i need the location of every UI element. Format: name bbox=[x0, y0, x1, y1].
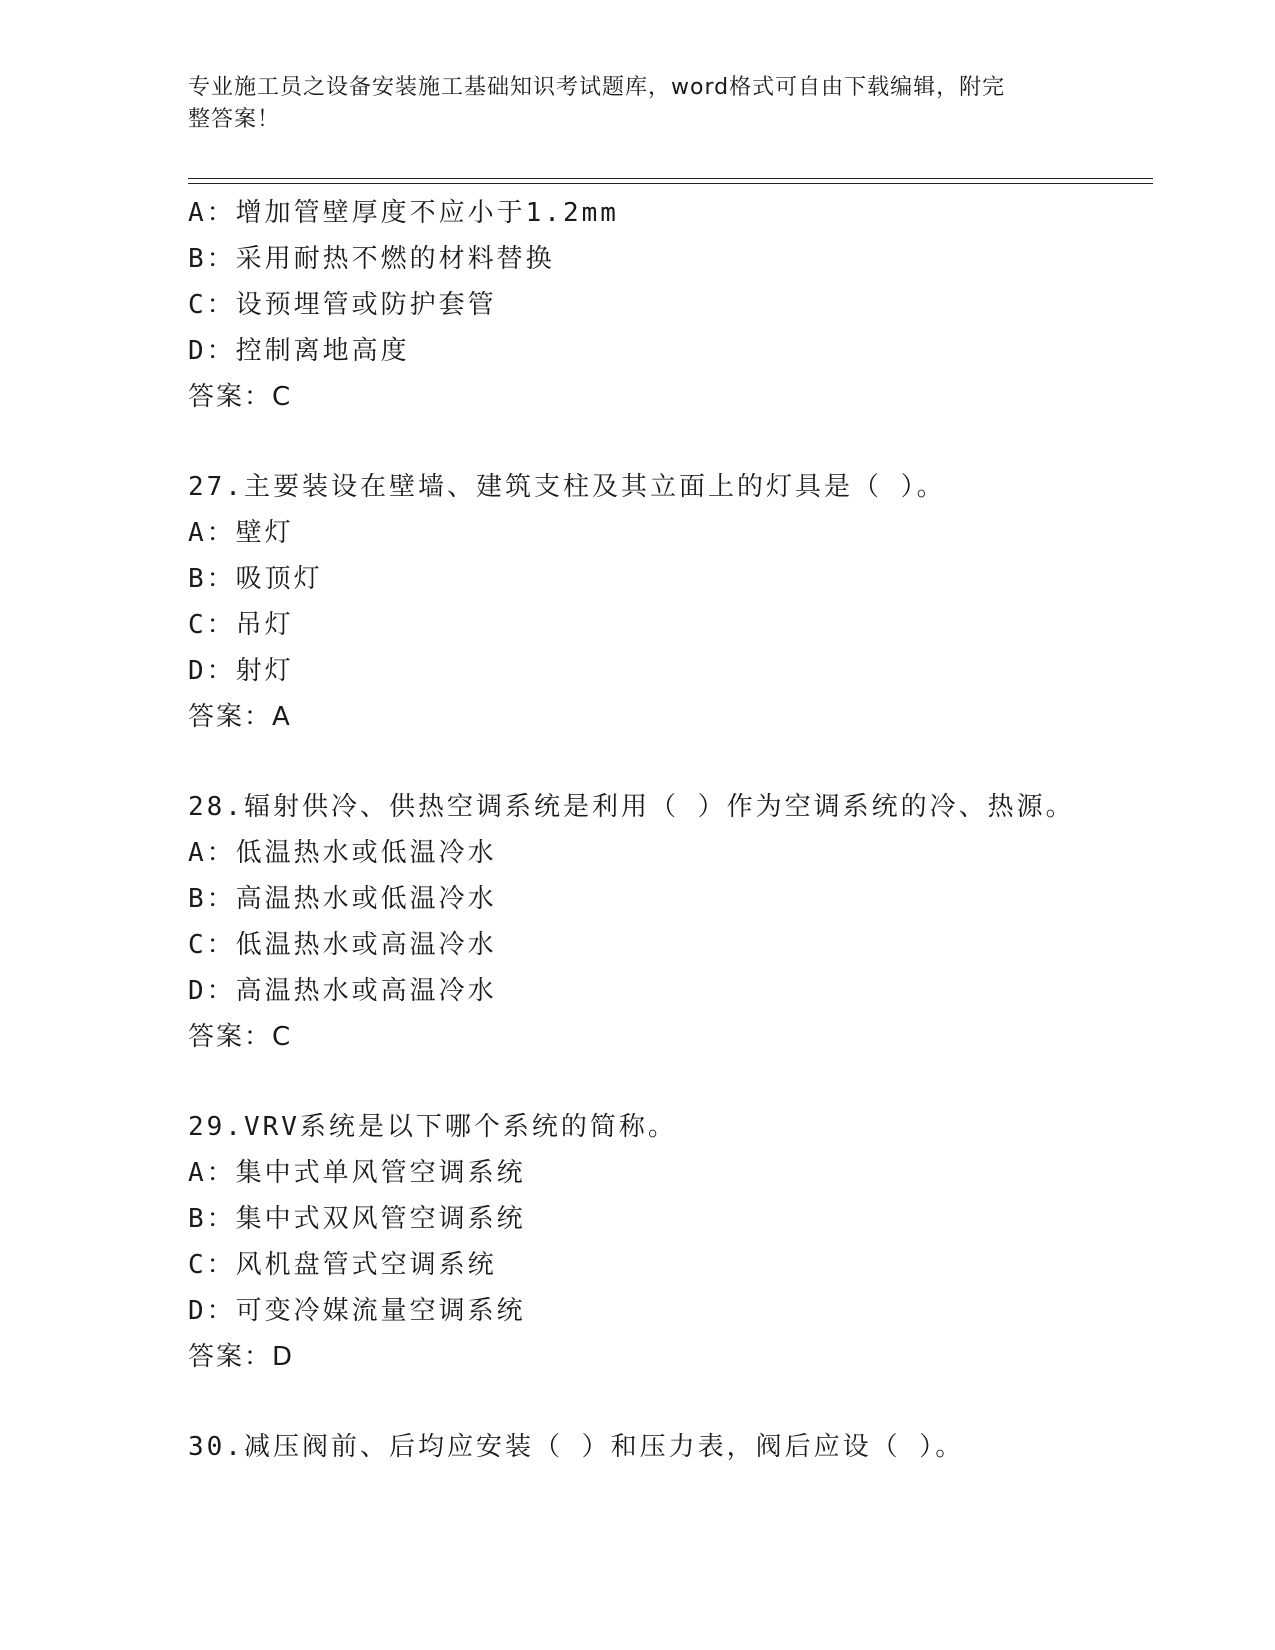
answer-line: 答案：C bbox=[188, 1022, 293, 1052]
header-rule-top bbox=[188, 178, 1153, 179]
header-line-2: 整答案！ bbox=[188, 107, 281, 132]
document-header bbox=[188, 72, 1088, 136]
option-b: B：吸顶灯 bbox=[188, 564, 323, 594]
option-c: C：设预埋管或防护套管 bbox=[188, 290, 497, 320]
option-c: C：风机盘管式空调系统 bbox=[188, 1250, 497, 1280]
option-d: D：控制离地高度 bbox=[188, 336, 410, 366]
question-block-29 bbox=[188, 1104, 1148, 1380]
answer-line: 答案：C bbox=[188, 382, 293, 412]
option-c: C：低温热水或高温冷水 bbox=[188, 930, 497, 960]
header-line-1: 专业施工员之设备安装施工基础知识考试题库，word格式可自由下载编辑，附完 bbox=[188, 75, 1006, 100]
question-text: 29.VRV系统是以下哪个系统的简称。 bbox=[188, 1112, 677, 1142]
option-b: B：高温热水或低温冷水 bbox=[188, 884, 497, 914]
question-text: 28.辐射供冷、供热空调系统是利用（ ）作为空调系统的冷、热源。 bbox=[188, 792, 1075, 822]
option-a: A：增加管壁厚度不应小于1.2mm bbox=[188, 198, 619, 228]
answer-line: 答案：D bbox=[188, 1342, 295, 1372]
option-b: B：集中式双风管空调系统 bbox=[188, 1204, 526, 1234]
question-list bbox=[188, 190, 1148, 1470]
question-block-30 bbox=[188, 1424, 1148, 1470]
option-a: A：低温热水或低温冷水 bbox=[188, 838, 497, 868]
question-block-27 bbox=[188, 464, 1148, 740]
option-a: A：壁灯 bbox=[188, 518, 294, 548]
option-c: C：吊灯 bbox=[188, 610, 294, 640]
option-d: D：射灯 bbox=[188, 656, 294, 686]
option-a: A：集中式单风管空调系统 bbox=[188, 1158, 526, 1188]
header-rule-bottom bbox=[188, 183, 1153, 184]
option-b: B：采用耐热不燃的材料替换 bbox=[188, 244, 555, 274]
option-d: D：高温热水或高温冷水 bbox=[188, 976, 497, 1006]
option-d: D：可变冷媒流量空调系统 bbox=[188, 1296, 526, 1326]
answer-line: 答案：A bbox=[188, 702, 292, 732]
question-text: 30.减压阀前、后均应安装（ ）和压力表，阀后应设（ ）。 bbox=[188, 1432, 965, 1462]
question-block-28 bbox=[188, 784, 1148, 1060]
question-block-26 bbox=[188, 190, 1148, 420]
question-text: 27.主要装设在壁墙、建筑支柱及其立面上的灯具是（ ）。 bbox=[188, 472, 946, 502]
